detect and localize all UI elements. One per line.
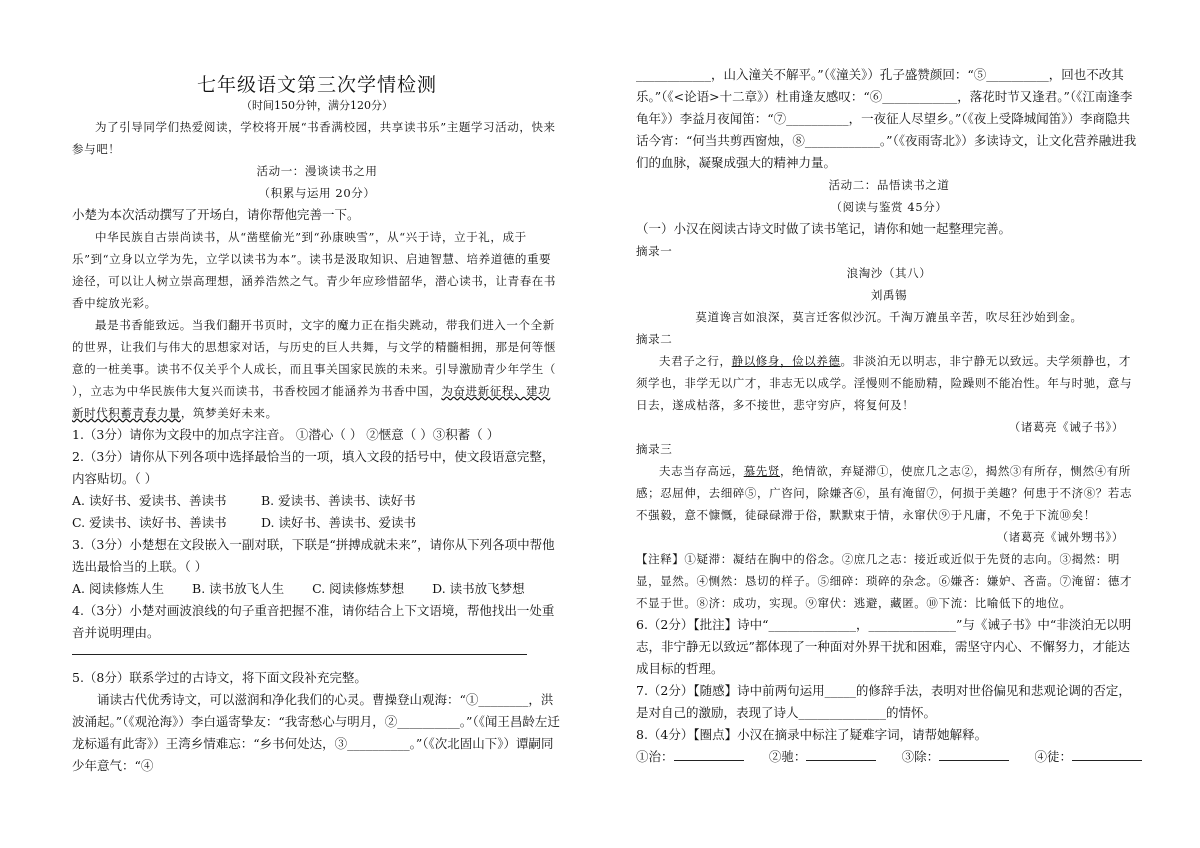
q2-option-b: B. 爱读书、善读书、读好书: [260, 493, 416, 508]
q8-item-2: [769, 746, 877, 768]
q8-item-4-label: ④徒：: [1034, 749, 1072, 764]
exam-subtitle: （时间150分钟，满分120分）: [241, 99, 393, 112]
q8-item-4: [1034, 746, 1142, 768]
question-3: 3.（3分）小楚想在文段嵌入一副对联，下联是“拼搏成就未来”，请你从下列各项中帮他选出最恰当的上联。（ ）: [72, 537, 555, 574]
question-2-options: [72, 490, 562, 534]
q8-blank-1[interactable]: [674, 748, 744, 761]
excerpt-3-start: 夫志当存高远，: [659, 464, 744, 478]
excerpt-2-source: （诸葛亮《诫子书》）: [1008, 420, 1124, 434]
question-5-text: 诵读古代优秀诗文，可以滋润和净化我们的心灵。曹操登山观海：“①________，洪波涌起。”（《观沧海》）李白遥寄挚友：“我寄愁心与明月，②__________。”（《闻王昌龄左迁龙标遥有此寄》）王湾乡情难忘：“乡书何处达，③__________。”（《次北固山下》）谭嗣同少年意气：“④: [72, 692, 560, 773]
excerpt-3-text: [636, 460, 1142, 526]
question-6: 6.（2分）【批注】诗中“______________，______________”与《诫子书》中“非淡泊无以明志，非宁静无以致远”都体现了一种面对外界干扰和困难，需坚守内心、不懈努力，才能达成目标的哲理。: [636, 617, 1132, 676]
underlined-phrase: 静以修身，俭以养德: [731, 354, 841, 368]
question-8-blanks: [636, 746, 1142, 768]
q2-option-d: D. 读好书、善读书、爱读书: [260, 515, 417, 530]
right-column: [636, 64, 1142, 768]
excerpt-3-rest: ，绝情欲，弃疑滞①，使庶几之志②，揭然③有所存，恻然④有所感；忍屈伸，去细碎⑤，广咨问，除嫌吝⑥，虽有淹留⑦，何损于美趣？何患于不济⑧？若志不强毅，意不慷慨，徒碌碌滞于俗，默默束于情，永窜伏⑨于凡庸，不免于下流⑩矣！: [636, 464, 1133, 522]
question-1: 1.（3分）请你为文段中的加点字注音。 ①潜心（ ） ②惬意（ ）③积蓄（ ）: [72, 427, 500, 442]
q3-option-c: C. 阅读修炼梦想: [312, 581, 405, 596]
poem-text: 莫道谗言如浪深，莫言迁客似沙沉。千淘万漉虽辛苦，吹尽狂沙始到金。: [695, 310, 1083, 324]
activity1-sub: （积累与运用 20分）: [258, 186, 376, 200]
question-8: 8.（4分）【圈点】小汉在摘录中标注了疑难字词，请帮她解释。: [636, 727, 988, 742]
left-column: [72, 0, 562, 777]
question-5: 5.（8分）联系学过的古诗文，将下面文段补充完整。: [72, 670, 367, 685]
excerpt-3-label: 摘录三: [636, 442, 673, 456]
q8-item-1-label: ①治：: [636, 749, 674, 764]
activity2-sub: （阅读与鉴赏 45分）: [830, 200, 948, 214]
passage-para-2-end: ，筑梦美好未来。: [180, 406, 278, 420]
q2-option-c: C. 爱读书、读好书、善读书: [72, 515, 227, 530]
excerpt-2-rest: 。非淡泊无以明志，非宁静无以致远。夫学须静也，才须学也，非学无以广才，非志无以成学。淫慢则不能励精，险躁则不能冶性。年与时驰，意与日去，遂成枯落，多不接世，悲守穷庐，将复何及！: [636, 354, 1133, 412]
q8-blank-3[interactable]: [939, 748, 1009, 761]
q8-item-3-label: ③除：: [901, 749, 940, 764]
q3-option-a: A. 阅读修炼人生: [72, 581, 164, 596]
passage-para-2-text: 最是书香能致远。当我们翻开书页时，文字的魔力正在指尖跳动，带我们进入一个全新的世界，让我们与伟大的思想家对话，与历史的巨人共舞，与文学的精髓相拥，那是何等惬意的一桩美事。读书不仅关乎个人成长，而且事关国家民族的未来。引导激励青少年学生（ ），立志为中华民族伟大复兴而读书，书香校园才能涵养为书香中国，: [72, 318, 556, 398]
poem-title: 浪淘沙（其八）: [846, 266, 932, 280]
excerpt-2-start: 夫君子之行，: [659, 354, 732, 368]
question-4: 4.（3分）小楚对画波浪线的句子重音把握不准，请你结合上下文语境，帮他找出一处重音并说明理由。: [72, 603, 555, 640]
passage-para-1: 中华民族自古崇尚读书，从“凿壁偷光”到“孙康映雪”，从“兴于诗，立于礼，成于乐”到“立身以立学为先，立学以读书为本”。读书是汲取知识、启迪智慧、培养道德的重要途径，可以让人树立崇高理想，涵养浩然之气。青少年应珍惜韶华，潜心读书，让青春在书香中绽放光彩。: [72, 230, 556, 310]
question-3-options: [72, 578, 562, 600]
excerpt-2-label: 摘录二: [636, 332, 673, 346]
q8-item-1: [636, 746, 744, 768]
activity1-title: 活动一：漫谈读书之用: [256, 164, 378, 178]
activity2-title: 活动二：品悟读书之道: [828, 178, 950, 192]
passage-para-2: [72, 314, 562, 424]
q8-blank-2[interactable]: [806, 748, 876, 761]
q8-blank-4[interactable]: [1072, 748, 1142, 761]
excerpt-1-label: 摘录一: [636, 244, 673, 258]
wavy-line-sentence: 为奋进新征程、建功新时代积蓄青春力量: [72, 384, 551, 420]
part-1-heading: （一）小汉在阅读古诗文时做了读书笔记，请你和她一起整理完善。: [636, 221, 1012, 236]
activity1-lead: 小楚为本次活动撰写了开场白，请你帮他完善一下。: [72, 207, 360, 222]
question-2: 2.（3分）请你从下列各项中选择最恰当的一项，填入文段的括号中，使文段语意完整，内容贴切。（ ）: [72, 449, 555, 486]
q3-option-b: B. 读书放飞人生: [192, 581, 285, 596]
q2-option-a: A. 读好书、爱读书、善读书: [72, 493, 227, 508]
excerpt-2-text: [636, 350, 1142, 416]
question-7: 7.（2分）【随感】诗中前两句运用_____的修辞手法，表明对世俗偏见和悲观论调的否定，是对自己的激励，表现了诗人______________的情怀。: [636, 683, 1131, 720]
answer-line: [72, 644, 527, 655]
annotation-notes: 【注释】①疑滞：凝结在胸中的俗念。②庶几之志：接近或近似于先贤的志向。③揭然：明显，显然。④恻然：恳切的样子。⑤细碎：琐碎的杂念。⑥嫌吝：嫌妒、吝啬。⑦淹留：德才不显于世。⑧济：成功，实现。⑨窜伏：逃避，藏匿。⑩下流：比喻低下的地位。: [636, 552, 1133, 610]
excerpt-3-source: （诸葛亮《诫外甥书》）: [996, 530, 1124, 544]
page-title: 七年级语文第三次学情检测: [196, 74, 437, 96]
excerpt-3-underlined: 慕先贤: [743, 464, 781, 478]
intro-text: 为了引导同学们热爱阅读，学校将开展“书香满校园，共享读书乐”主题学习活动，快来参与吧！: [72, 120, 556, 156]
question-5-continued: ____________，山入潼关不解平。”（《潼关》）孔子盛赞颜回：“⑤__________，回也不改其乐。”（《<论语>十二章》）杜甫逢友感叹：“⑥____________，落花时节又逢君。”（《江南逢李龟年》）李益月夜闻笛：“⑦__________，一夜征人尽望乡。”（《夜上受降城闻笛》）李商隐共话今宵：“何当共剪西窗烛，⑧____________。”（《夜雨寄北》）多读诗文，让文化营养融进我们的血脉，凝聚成强大的精神力量。: [636, 67, 1137, 170]
q3-option-d: D. 读书放飞梦想: [432, 581, 525, 596]
q8-item-2-label: ②驰：: [768, 749, 807, 764]
poem-author: 刘禹锡: [870, 288, 908, 302]
q8-item-3: [902, 746, 1010, 768]
